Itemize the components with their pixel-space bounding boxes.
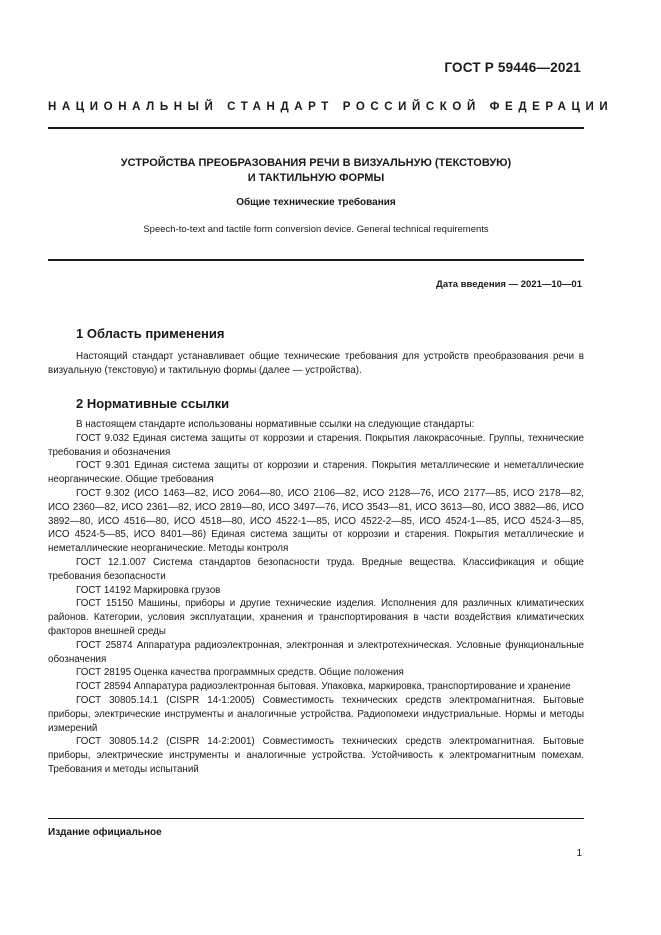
paragraph: Настоящий стандарт устанавливает общие технические требования для устройств преобразования речи в визуальную (текстовую) и тактильную формы (далее — устройства). <box>48 351 584 376</box>
reference-item: ГОСТ 25874 Аппаратура радиоэлектронная, электронная и электротехническая. Условные функциональные обозначения <box>48 639 584 665</box>
section-1-heading: 1 Область применения <box>76 326 225 341</box>
title-line-2: И ТАКТИЛЬНУЮ ФОРМЫ <box>247 172 385 184</box>
header-divider <box>48 127 584 129</box>
title-line-1: УСТРОЙСТВА ПРЕОБРАЗОВАНИЯ РЕЧИ В ВИЗУАЛЬНУЮ (ТЕКСТОВУЮ) <box>120 157 512 169</box>
page-number: 1 <box>576 848 582 859</box>
section-2-heading: 2 Нормативные ссылки <box>76 396 230 411</box>
introduction-date: Дата введения — 2021—10—01 <box>436 279 582 290</box>
reference-item: ГОСТ 12.1.007 Система стандартов безопасности труда. Вредные вещества. Классификация и общие требования безопасности <box>48 556 584 582</box>
document-title <box>48 156 584 186</box>
document-subtitle: Общие технические требования <box>236 197 396 208</box>
reference-item: ГОСТ 28195 Оценка качества программных средств. Общие положения <box>76 667 404 679</box>
national-standard-banner: НАЦИОНАЛЬНЫЙ СТАНДАРТ РОССИЙСКОЙ ФЕДЕРАЦИИ <box>48 101 614 113</box>
reference-item: ГОСТ 14192 Маркировка грузов <box>76 584 221 596</box>
reference-item: ГОСТ 30805.14.2 (CISPR 14-2:2001) Совместимость технических средств электромагнитная. Бытовые приборы, электрические инструменты и аналогичные устройства. Устойчивость к электромагнитным помехам. Требования и методы испытаний <box>48 736 584 775</box>
section-1-body <box>48 350 584 378</box>
official-edition-label: Издание официальное <box>48 827 162 838</box>
gost-code: ГОСТ Р 59446—2021 <box>444 60 581 75</box>
section-2-body <box>48 418 584 777</box>
reference-item: ГОСТ 9.032 Единая система защиты от коррозии и старения. Покрытия лакокрасочные. Группы, технические требования и обозначения <box>48 432 584 458</box>
reference-item: ГОСТ 28594 Аппаратура радиоэлектронная бытовая. Упаковка, маркировка, транспортирование и хранение <box>76 681 571 693</box>
english-title: Speech-to-text and tactile form conversion device. General technical requirements <box>143 224 489 235</box>
title-divider <box>48 259 584 261</box>
reference-item: ГОСТ 30805.14.1 (CISPR 14-1:2005) Совместимость технических средств электромагнитная. Бытовые приборы, электрические инструменты и аналогичные устройства. Радиопомехи индустриальные. Нормы и методы измерений <box>48 694 584 734</box>
footer-divider <box>48 818 584 819</box>
reference-item: ГОСТ 9.301 Единая система защиты от коррозии и старения. Покрытия металлические и неметаллические неорганические. Общие требования <box>48 460 584 486</box>
reference-item: ГОСТ 15150 Машины, приборы и другие технические изделия. Исполнения для различных климатических районов. Категории, условия эксплуатации, хранения и транспортирования в части воздействия климатических факторов внешней среды <box>48 598 584 637</box>
paragraph: В настоящем стандарте использованы нормативные ссылки на следующие стандарты: <box>76 419 475 430</box>
reference-item: ГОСТ 9.302 (ИСО 1463—82, ИСО 2064—80, ИСО 2106—82, ИСО 2128—76, ИСО 2177—85, ИСО 2178—82, ИСО 2360—82, ИСО 2361—82, ИСО 2819—80, ИСО 3497—76, ИСО 3543—81, ИСО 3613—80, ИСО 3882—86, ИСО 3892—80, ИСО 4516—80, ИСО 4518—80, ИСО 4522-1—85, ИСО 4522-2—85, ИСО 4524-1—85, ИСО 4524-3—85, ИСО 4524-5—85, ИСО 8401—86) Единая система защиты от коррозии и старения. Покрытия металлические и неметаллические неорганические. Методы контроля <box>48 487 584 555</box>
